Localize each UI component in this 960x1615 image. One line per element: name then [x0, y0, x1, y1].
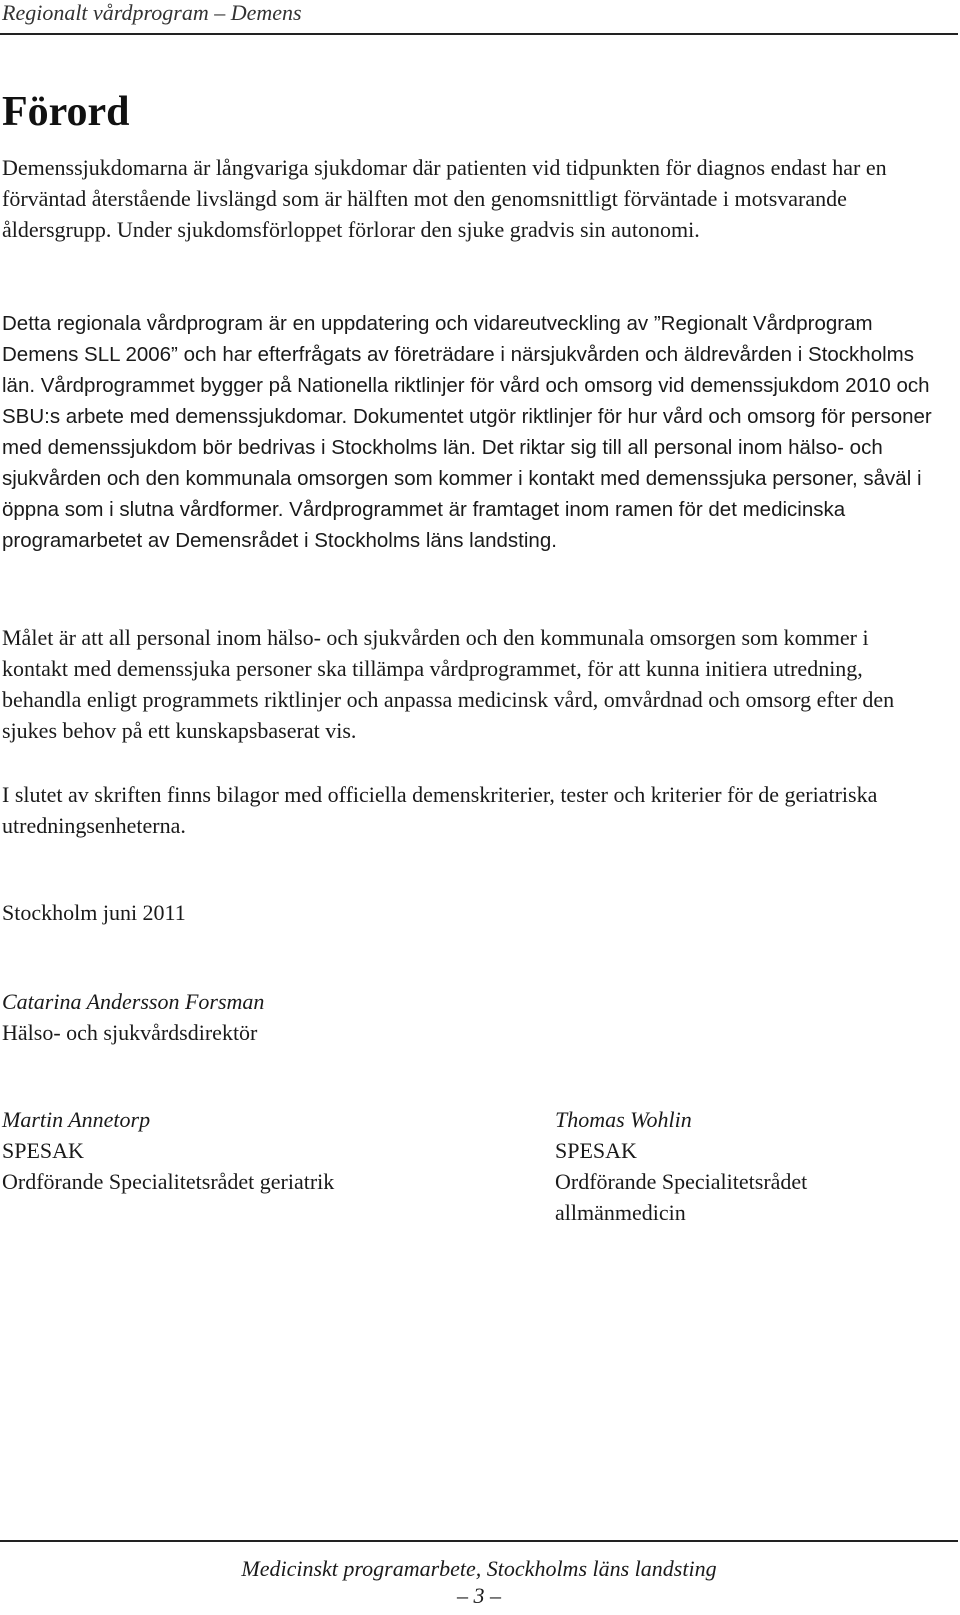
running-header-title: Regionalt vårdprogram – Demens: [2, 0, 302, 25]
signature-name: Thomas Wohlin: [555, 1107, 692, 1132]
signature-org: SPESAK: [555, 1138, 637, 1163]
paragraph-program-description: Detta regionala vårdprogram är en uppdatering och vidareutveckling av ”Regionalt Vårdprogram Demens SLL 2006” och har efterfrågats av företrädare i närsjukvården och äldrevården i Stockholms län. Vårdprogrammet bygger på Nationella riktlinjer för vård och omsorg vid demenssjukdom 2010 och SBU:s arbete med demenssjukdomar. Dokumentet utgör riktlinjer för hur vård och omsorg för personer med demenssjukdom bör bedrivas i Stockholms län. Det riktar sig till all personal inom hälso- och sjukvården och den kommunala omsorgen som kommer i kontakt med demenssjuka personer, såväl i öppna som i slutna vårdformer. Vårdprogrammet är framtaget inom ramen för det medicinska programarbetet av Demensrådet i Stockholms läns landsting.: [2, 312, 932, 552]
signature-name: Martin Annetorp: [2, 1107, 151, 1132]
place-date: Stockholm juni 2011: [2, 900, 186, 925]
page-title: Förord: [2, 89, 130, 135]
paragraph-intro: Demenssjukdomarna är långvariga sjukdomar där patienten vid tidpunkten för diagnos endast har en förväntad återstående livslängd som är hälften mot den genomsnittligt förväntade i motsvarande åldersgrupp. Under sjukdomsförloppet förlorar den sjuke gradvis sin autonomi.: [2, 155, 887, 242]
footer-divider: [0, 1540, 958, 1542]
signature-name: Catarina Andersson Forsman: [2, 989, 265, 1014]
running-header: [0, 0, 958, 35]
signature-left: [2, 1104, 334, 1197]
page-number: – 3 –: [457, 1583, 501, 1608]
signature-role: Ordförande Specialitetsrådet geriatrik: [2, 1169, 335, 1194]
signature-director: [2, 986, 264, 1048]
paragraph-appendices: I slutet av skriften finns bilagor med officiella demenskriterier, tester och kriterier för de geriatriska utredningsenheterna.: [2, 782, 878, 838]
paragraph-goal: Målet är att all personal inom hälso- och sjukvården och den kommunala omsorgen som kommer i kontakt med demenssjuka personer ska tillämpa vårdprogrammet, för att kunna initiera utredning, behandla enligt programmets riktlinjer och anpassa medicinsk vård, omvårdnad och omsorg efter den sjukes behov på ett kunskapsbaserat vis.: [2, 625, 895, 743]
signature-role-line2: allmänmedicin: [555, 1200, 686, 1225]
signature-title: Hälso- och sjukvårdsdirektör: [2, 1020, 258, 1045]
signature-org: SPESAK: [2, 1138, 84, 1163]
signature-role-line1: Ordförande Specialitetsrådet: [555, 1169, 808, 1194]
footer-text: Medicinskt programarbete, Stockholms läns landsting: [241, 1556, 717, 1581]
signature-right: [555, 1104, 807, 1228]
